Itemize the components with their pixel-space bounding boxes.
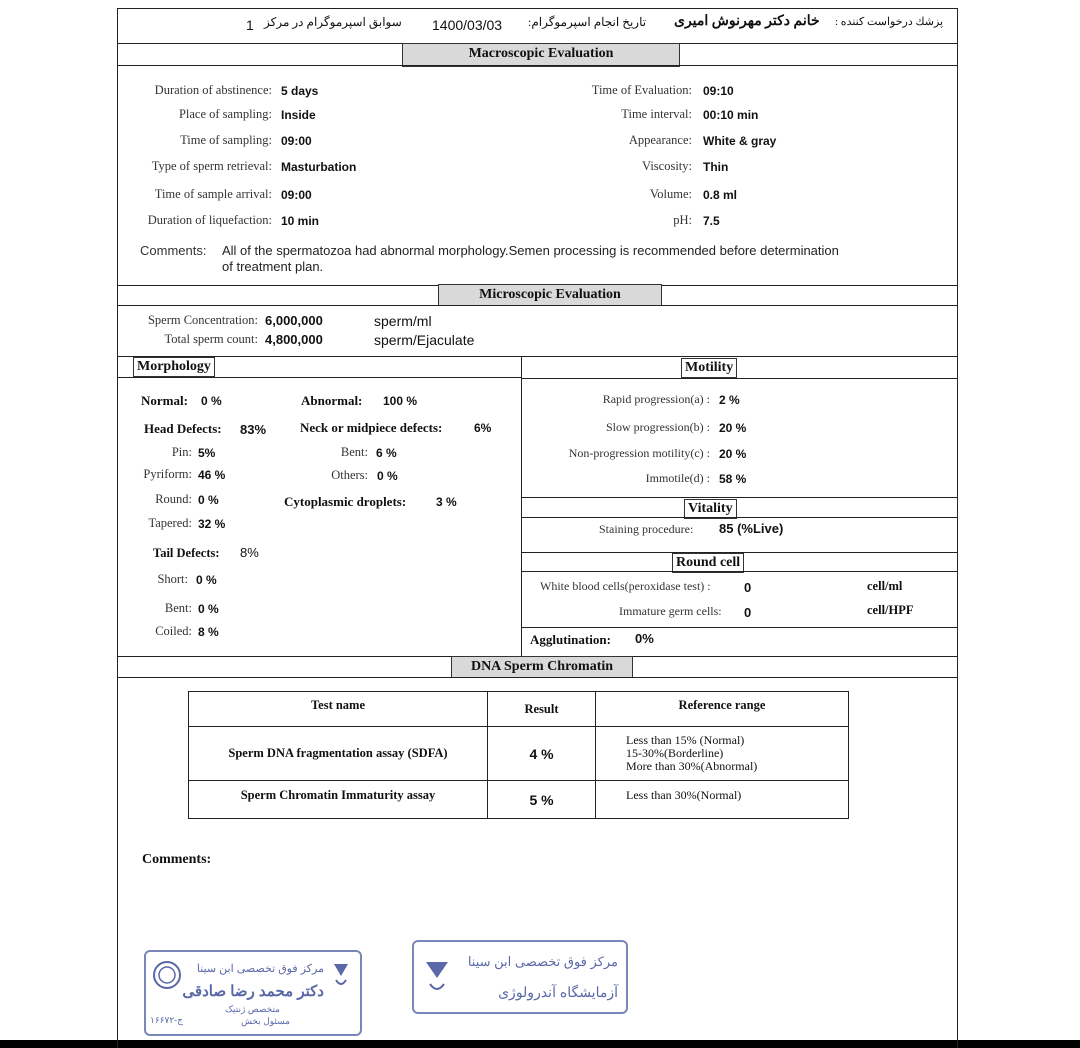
concentration-label: Sperm Concentration: — [147, 313, 258, 327]
macro-comments-label: Comments: — [140, 243, 207, 258]
abstinence-value: 5 days — [281, 84, 319, 98]
stamp-left-line4: مسئول بخش — [240, 1016, 290, 1026]
dna-table — [188, 691, 849, 819]
volume-label: Volume: — [649, 187, 692, 201]
dna-col-test: Test name — [189, 692, 488, 727]
macroscopic-title: Macroscopic Evaluation — [402, 43, 680, 67]
round-value: 0 % — [198, 493, 219, 507]
time-sampling-value: 09:00 — [281, 134, 312, 148]
roundcell-line — [521, 571, 958, 572]
pin-label: Pin: — [171, 445, 192, 459]
appearance-label: Appearance: — [628, 133, 692, 147]
place-label: Place of sampling: — [178, 107, 272, 121]
head-defects-label: Head Defects: — [144, 421, 222, 436]
slow-value: 20 % — [719, 421, 747, 435]
microscopic-title: Microscopic Evaluation — [438, 284, 662, 306]
stamp-left-code: ۱۶۶۷۲-ج — [150, 1015, 183, 1025]
vitality-title: Vitality — [684, 499, 737, 519]
bent-label: Bent: — [340, 445, 368, 459]
pyriform-label: Pyriform: — [143, 467, 192, 481]
sci-result: 5 % — [488, 781, 596, 819]
pin-value: 5% — [198, 446, 216, 460]
neck-defects-label: Neck or midpiece defects: — [300, 420, 443, 435]
vitality-top-line — [521, 497, 958, 498]
nonprogressive-value: 20 % — [719, 447, 747, 461]
wbc-value: 0 — [744, 580, 752, 595]
date-label: تاریخ انجام اسپرموگرام: — [528, 15, 647, 29]
motility-line — [521, 378, 958, 379]
stamp-left-line2: دکتر محمد رضا صادقی — [182, 983, 324, 1000]
roundcell-title: Round cell — [672, 553, 744, 573]
total-count-unit: sperm/Ejaculate — [374, 332, 475, 348]
staining-value: 85 (%Live) — [719, 521, 784, 536]
sdfa-ref-normal: Less than 15% (Normal) — [626, 733, 745, 747]
concentration-unit: sperm/ml — [374, 313, 432, 329]
short-label: Short: — [157, 572, 188, 586]
total-count-label: Total sperm count: — [164, 332, 258, 346]
coiled-label: Coiled: — [155, 624, 192, 638]
sdfa-reference — [596, 727, 849, 781]
stamp-left-line3: متخصص ژنتیک — [224, 1004, 280, 1014]
morph-grid-top — [117, 356, 958, 357]
immature-unit: cell/HPF — [867, 603, 914, 617]
sdfa-ref-abnormal: More than 30%(Abnormal) — [626, 759, 758, 773]
sci-reference: Less than 30%(Normal) — [596, 781, 849, 819]
others-value: 0 % — [377, 469, 398, 483]
history-label: سوابق اسپرموگرام در مرکز — [264, 15, 402, 29]
bent-value: 6 % — [376, 446, 397, 460]
wbc-label: White blood cells(peroxidase test) : — [540, 579, 711, 593]
seal-icon — [152, 960, 182, 990]
table-row — [189, 727, 849, 781]
physician-name: خانم دکتر مهرنوش امیری — [674, 14, 820, 29]
rapid-label: Rapid progression(a) : — [602, 392, 710, 406]
sampling-date: 1400/03/03 — [432, 17, 503, 33]
morphology-line — [117, 377, 521, 378]
microscopic-divider-bottom — [117, 305, 958, 306]
stamp-right-line1: مرکز فوق تخصصی ابن سینا — [467, 954, 618, 969]
head-defects-value: 83% — [240, 422, 267, 437]
time-evaluation-value: 09:10 — [703, 84, 734, 98]
dna-table-header-row — [189, 692, 849, 727]
volume-value: 0.8 ml — [703, 188, 738, 202]
normal-value: 0 % — [201, 394, 222, 408]
cytoplasmic-value: 3 % — [436, 495, 457, 509]
liquefaction-label: Duration of liquefaction: — [147, 213, 272, 227]
macro-comments-line2: of treatment plan. — [222, 259, 324, 274]
agglutination-line — [521, 627, 958, 628]
time-sampling-label: Time of sampling: — [180, 133, 272, 147]
retrieval-label: Type of sperm retrieval: — [151, 159, 272, 173]
tail-defects-label: Tail Defects: — [153, 546, 220, 560]
time-evaluation-label: Time of Evaluation: — [591, 83, 692, 97]
stamp-left-line1: مرکز فوق تخصصی ابن سینا — [196, 963, 324, 975]
tail-bent-value: 0 % — [198, 602, 219, 616]
coiled-value: 8 % — [198, 625, 219, 639]
sdfa-result: 4 % — [488, 727, 596, 781]
others-label: Others: — [331, 468, 368, 482]
sci-test-name: Sperm Chromatin Immaturity assay — [189, 781, 488, 819]
tapered-label: Tapered: — [148, 516, 192, 530]
staining-label: Staining procedure: — [599, 522, 694, 536]
retrieval-value: Masturbation — [281, 160, 357, 174]
requesting-physician-label: پزشك درخواست كننده : — [835, 16, 944, 28]
dna-col-ref: Reference range — [596, 692, 849, 727]
macroscopic-divider — [117, 65, 958, 66]
doctor-stamp — [144, 950, 362, 1036]
ph-label: pH: — [673, 213, 692, 227]
time-interval-label: Time interval: — [621, 107, 692, 121]
stamp-right-line2: آزمایشگاه آندرولوژی — [498, 984, 618, 1000]
arrival-label: Time of sample arrival: — [154, 187, 272, 201]
cytoplasmic-label: Cytoplasmic droplets: — [284, 494, 407, 509]
slow-label: Slow progression(b) : — [606, 420, 710, 434]
immotile-value: 58 % — [719, 472, 747, 486]
sdfa-ref-borderline: 15-30%(Borderline) — [626, 746, 724, 760]
morphology-title: Morphology — [133, 357, 215, 377]
table-row — [189, 781, 849, 819]
vitality-line — [521, 517, 958, 518]
liquefaction-value: 10 min — [281, 214, 320, 228]
pyriform-value: 46 % — [198, 468, 226, 482]
agglutination-label: Agglutination: — [530, 632, 611, 647]
history-value: 1 — [246, 17, 254, 33]
abnormal-value: 100 % — [383, 394, 418, 408]
time-interval-value: 00:10 min — [703, 108, 759, 122]
tapered-value: 32 % — [198, 517, 226, 531]
dna-divider-bottom — [117, 677, 958, 678]
tail-defects-value: 8% — [240, 545, 259, 560]
dna-title: DNA Sperm Chromatin — [451, 656, 633, 678]
immotile-label: Immotile(d) : — [645, 471, 710, 485]
viscosity-value: Thin — [703, 160, 729, 174]
nonprogressive-label: Non-progression motility(c) : — [568, 446, 710, 460]
round-label: Round: — [155, 492, 192, 506]
tail-bent-label: Bent: — [164, 601, 192, 615]
abstinence-label: Duration of abstinence: — [154, 83, 272, 97]
dna-col-result: Result — [488, 692, 596, 727]
appearance-value: White & gray — [703, 134, 777, 148]
sdfa-test-name: Sperm DNA fragmentation assay (SDFA) — [189, 727, 488, 781]
concentration-value: 6,000,000 — [265, 313, 323, 328]
neck-defects-value: 6% — [474, 421, 492, 435]
short-value: 0 % — [196, 573, 217, 587]
immature-value: 0 — [744, 605, 752, 620]
rapid-value: 2 % — [719, 393, 740, 407]
lab-stamp — [412, 940, 628, 1014]
arrival-value: 09:00 — [281, 188, 312, 202]
immature-label: Immature germ cells: — [619, 604, 722, 618]
ph-value: 7.5 — [703, 214, 720, 228]
normal-label: Normal: — [141, 393, 188, 408]
wbc-unit: cell/ml — [867, 579, 903, 593]
place-value: Inside — [281, 108, 316, 122]
logo-icon — [330, 960, 352, 990]
lab-logo-icon — [422, 956, 452, 996]
comments-label: Comments: — [142, 852, 212, 867]
agglutination-value: 0% — [635, 631, 654, 646]
abnormal-label: Abnormal: — [301, 393, 363, 408]
total-count-value: 4,800,000 — [265, 332, 323, 347]
morph-motility-divider — [521, 356, 522, 656]
motility-title: Motility — [681, 358, 737, 378]
viscosity-label: Viscosity: — [642, 159, 692, 173]
macro-comments-line1: All of the spermatozoa had abnormal morphology.Semen processing is recommended before determination — [222, 243, 839, 258]
